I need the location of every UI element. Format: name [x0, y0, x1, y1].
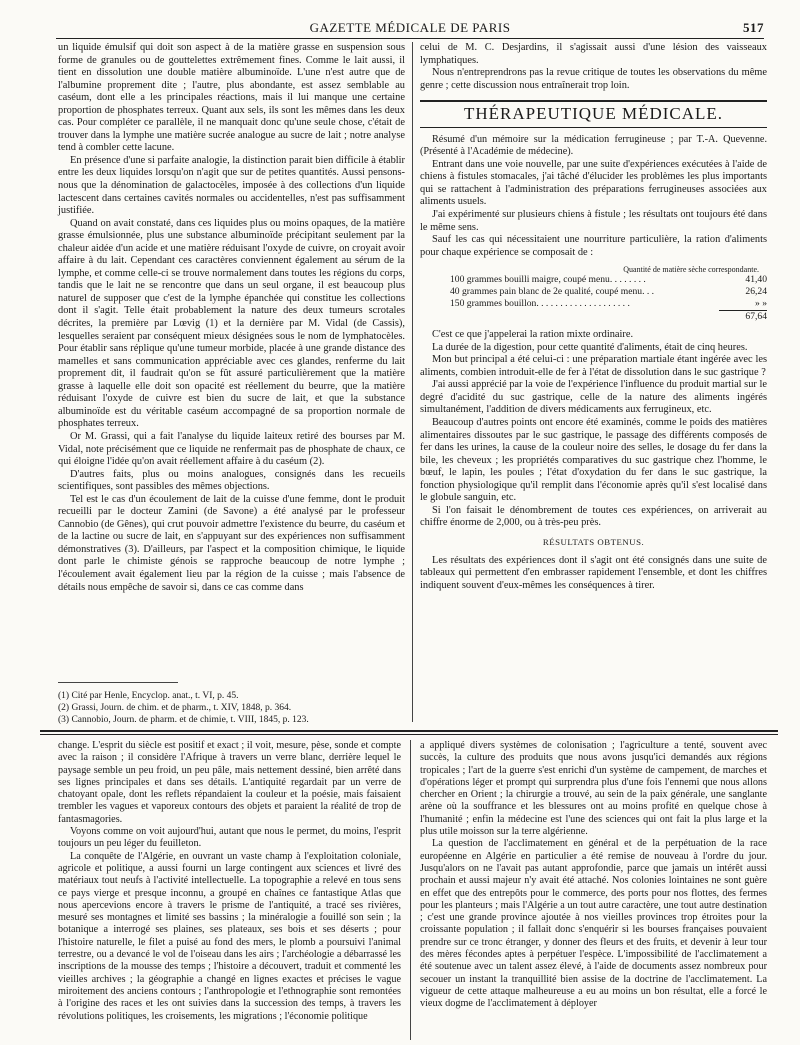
paragraph: Les résultats des expériences dont il s'agit ont été consignés dans une suite de tableaux qui permettent d'en embrasser rapidement l'ensemble, et dont les chiffres indiquent souvent d'eux-mêmes les conséquences à tirer.	[420, 554, 767, 591]
paragraph: Or M. Grassi, qui a fait l'analyse du liquide laiteux retiré des bourses par M. Vidal, note précisément que ce liquide ne renfermait pas de phosphate de chaux, ce qui éloigne l'idée qu'on avait réellement affaire à du caséum (2).	[58, 430, 405, 468]
column-divider	[412, 42, 413, 722]
ration-table-header: Quantité de matière sèche correspondante.	[623, 265, 759, 275]
paragraph: a appliqué divers systèmes de colonisation ; l'agriculture a tenté, souvent avec succès, la culture des produits que nous avons jusqu'ici demandés aux régions tropicales ; l'art de la guerre s'est enrichi d'un système de campement, de marches et d'opérations léger et prompt qui surprendra plus d'une fois l'ennemi que nous allons chercher en Orient ; la chirurgie a trouvé, au sein de la paix générale, une sanglante arène où la souffrance et les blessures ont au moins profité en quelque chose à l'humanité ; enfin la médecine est l'une des sciences qui ont fait la plus large et la plus utile moisson sur la terre algérienne.	[420, 740, 767, 838]
paragraph: un liquide émulsif qui doit son aspect à de la matière grasse en suspension sous forme de granules ou de gouttelettes extrêmement fines. Comme le lait aussi, il tient en dissolution une double matière albuminoïde. L'une n'est autre que de l'albumine proprement dite ; l'autre, plus abondante, est assez semblable au caséum, dont elle a les principales réactions, mais il lui manque une certaine proportion de phosphates terreux. Quant aux sels, ils sont les mêmes dans les deux cas. Pour compléter ce parallèle, il ne manquait donc qu'une seule chose, c'était de trouver dans la lymphe une matière sucrée analogue au sucre de lait ; notre analyse tend à combler cette lacune.	[58, 42, 405, 154]
ration-item: 150 grammes bouillon. . . . . . . . . . . . . . . . . . . .	[450, 298, 630, 310]
paragraph: Beaucoup d'autres points ont encore été examinés, comme le poids des matières alimentaires dissoutes par le suc gastrique, le passage des différents composés de fer dans les urines, la cause de la couleur noire des selles, le dosage du fer dans la bile, les cheveux ; les propriétés comparatives du suc gastrique chez l'homme, le bœuf, le lapin, les poules ; l'état d'oxydation du fer dans le suc gastrique, la fonction physiologique qu'il remplit dans l'économie après qu'il s'est localisé dans le globule sanguin, etc.	[420, 417, 767, 504]
left-column-top	[58, 42, 405, 594]
feuilleton-rule	[40, 730, 778, 732]
footnote: (1) Cité par Henle, Encyclop. anat., t. VI, p. 45.	[58, 691, 239, 701]
footnote: (2) Grassi, Journ. de chim. et de pharm., t. XIV, 1848, p. 364.	[58, 703, 292, 713]
results-heading: RÉSULTATS OBTENUS.	[542, 536, 645, 547]
journal-title: GAZETTE MÉDICALE DE PARIS	[309, 20, 511, 35]
ration-item: 40 grammes pain blanc de 2e qualité, coupé menu. . .	[450, 286, 655, 298]
page-number: 517	[743, 20, 764, 35]
ration-item: 100 grammes bouilli maigre, coupé menu. . . . . . . .	[450, 274, 646, 286]
running-head	[56, 18, 764, 39]
left-column-bottom	[58, 740, 401, 1023]
ration-value: 26,24	[745, 286, 767, 298]
section-title: THÉRAPEUTIQUE MÉDICALE.	[463, 104, 724, 124]
paragraph: Sauf les cas qui nécessitaient une nourriture particulière, la ration d'aliments pour chaque expérience se composait de :	[420, 234, 767, 258]
paragraph: change. L'esprit du siècle est positif et exact ; il voit, mesure, pèse, sonde et compte avec la raison ; il considère l'Afrique à travers un verre blanc, derrière lequel le paysage semble un peu froid, un peu pâle, mais nettement dessiné, bien arrêté dans ses lignes principales et dans ses détails. L'antiquité regardait par un verre de chatoyant opale, dont les reflets répandaient la couleur et la poésie, mais faisaient trembler les vagues et vaporeux contours des objets et paraient la réalité de trop de fantasmagories.	[58, 740, 401, 825]
paragraph: La durée de la digestion, pour cette quantité d'aliments, était de cinq heures.	[432, 341, 748, 353]
footnote: (3) Cannobio, Journ. de pharm. et de chimie, t. VIII, 1845, p. 123.	[58, 715, 309, 725]
paragraph: Si l'on faisait le dénombrement de toutes ces expériences, on arriverait au chiffre énorme de 2,000, ou à très-peu près.	[420, 504, 767, 529]
paragraph: Mon but principal a été celui-ci : une préparation martiale étant ingérée avec les aliments, combien introduit-elle de fer à l'état de dissolution dans le suc gastrique ?	[420, 354, 767, 378]
right-column-top	[420, 42, 767, 592]
section-header	[420, 100, 767, 128]
ration-total-value: 67,64	[719, 310, 767, 323]
ration-total	[420, 310, 767, 323]
paragraph: La conquête de l'Algérie, en ouvrant un vaste champ à l'exploitation coloniale, agricole et politique, a aussi fourni un large contingent aux sciences et livré des matériaux tout neufs à l'activité intellectuelle. La topographie a relevé en tous sens ce pays vierge et presque inconnu, a groupé en chaînes ce fantastique Atlas que nous apercevions encore à travers le prisme de l'antiquité, a tracé ses rivières, mesuré ses montagnes et limité ses bassins ; la minéralogie a fouillé son sein ; la botanique a interrogé ses plaines, ses plateaux, ses bois et ses déserts ; pour l'histoire naturelle, le filet a puisé au fond des mers, le plomb a poursuivi l'animal terrestre, ou a devancé le vol de l'oiseau dans les airs ; l'archéologie a débarrassé les inscriptions de la mousse des temps ; l'histoire a découvert, traduit et commenté les vieilles archives ; la géographie a changé en lignes exactes et précises le vague miroitement des anciens contours ; l'anthropologie et l'ethnographie sont remontées à l'origine des races et les ont suivies dans la succession des temps, à travers les révolutions politiques, les croisements, les migrations ; l'économie politique	[58, 850, 401, 1022]
article-subtitle: Résumé d'un mémoire sur la médication ferrugineuse ; par T.-A. Quevenne. (Présenté à l'Académie de médecine).	[420, 133, 767, 158]
footnote-separator	[58, 682, 178, 683]
paragraph: Tel est le cas d'un écoulement de lait de la cuisse d'une femme, dont le produit recueilli par le docteur Zamini (de Savone) a été analysé par le professeur Cannobio (de Gênes), qui crut pouvoir admettre l'existence du beurre, du caséum et de la lactine ou sucre de lait, en s'appuyant sur des expériences non suffisamment démonstratives (3). D'ailleurs, par l'aspect et la composition chimique, le liquide dont parle le chimiste génois se rapproche beaucoup de notre lymphe ; l'écoulement avait également lieu par la région de la cuisse ; mais l'absence de détails nous empêche de savoir si, dans ce cas comme dans	[58, 493, 405, 593]
ration-value: » »	[755, 298, 767, 310]
ration-row	[420, 298, 767, 310]
paragraph: Nous n'entreprendrons pas la revue critique de toutes les observations du même genre ; cette discussion nous entraînerait trop loin.	[420, 67, 767, 91]
footnotes	[58, 690, 405, 726]
ration-row	[420, 274, 767, 286]
column-divider-bottom	[410, 740, 411, 1040]
paragraph: celui de M. C. Desjardins, il s'agissait aussi d'une lésion des vaisseaux lymphatiques.	[420, 42, 767, 66]
ration-table	[420, 265, 767, 323]
paragraph: Voyons comme on voit aujourd'hui, autant que nous le permet, du moins, l'esprit toujours un peu léger du feuilleton.	[58, 826, 401, 850]
paragraph: D'autres faits, plus ou moins analogues, consignés dans les recueils scientifiques, sont passibles des mêmes objections.	[58, 468, 405, 493]
paragraph: Quand on avait constaté, dans ces liquides plus ou moins opaques, de la matière grasse émulsionnée, plus une substance albuminoïde précipitant seulement par la chaleur aidée d'un acide et une matière réduisant l'oxyde de cuivre, on croyait avoir affaire à du lait. Cependant ces caractères conviennent également au sérum de la lymphe, et comme celle-ci se trouve normalement dans toutes les régions du corps, tandis que le lait ne se rencontre que dans un seul organe, il est beaucoup plus naturel de supposer que c'est de la lymphe épanchée qui constitue les collections dont il s'agit. Telle était probablement la nature des deux tumeurs scrotales décrites, la première par Lœvig (1) et la dernière par M. Vidal (de Cassis), lesquelles seraient par conséquent mieux désignées sous le nom de lymphatocèles. Pour établir sans réplique qu'une tumeur morbide, placée à une grande distance des mamelles et sans communication appréciable avec ces glandes, renferme du lait proprement dit, il faudrait qu'on se fût assuré particulièrement que la matière grasse à laquelle elle doit son opacité est réellement du beurre, que la matière réduisant l'oxyde de cuivre est bien du sucre de lait, et que la substance albuminoïde est du véritable caséum accompagné de sa proportion normale de phosphates terreux.	[58, 217, 405, 430]
right-column-bottom	[420, 740, 767, 1011]
ration-value: 41,40	[745, 274, 767, 286]
paragraph: Entrant dans une voie nouvelle, par une suite d'expériences exécutées à l'aide de chiens à fistules stomacales, j'ai tâché d'élucider les problèmes les plus importants qui se rattachent à l'administration des préparations ferrugineuses associées aux aliments usuels.	[420, 158, 767, 208]
paragraph: J'ai aussi apprécié par la voie de l'expérience l'influence du produit martial sur le degré d'acidité du suc gastrique, celle de la nature des aliments ingérés simultanément, l'addition de divers médicaments aux ferrugineux, etc.	[420, 379, 767, 416]
paragraph: C'est ce que j'appelerai la ration mixte ordinaire.	[432, 329, 634, 341]
paragraph: La question de l'acclimatement en général et de la perpétuation de la race européenne en Algérie en particulier a été remise de nouveau à l'ordre du jour. Jusqu'alors on ne l'avait pas autant approfondie, parce que jamais un intérêt aussi prochain et aussi majeur n'y avait été attaché. Nos colonies lointaines ne sont guère en effet que des entrepôts pour le commerce, des ports pour nos flottes, des fermes pour les planteurs ; mais l'Algérie a un tout autre caractère, une tout autre destination ; c'est une grande province ajoutée à nos vieilles provinces trop étroites pour la croissante population ; il fallait donc s'enquérir si les bourses françaises pouvaient prendre sur ce tronc étranger, y donner des fleurs et des fruits, et devenir à leur tour des mères fécondes aptes à perpétuer l'espèce. L'impossibilité de l'acclimatement a été soutenue avec un talent assez élevé, à l'aide de documents assez nombreux pour secouer un instant la tranquillité bien assise de la doctrine de l'acclimatement. La vigueur de cette attaque malheureuse a eu au moins un bon résultat, elle a forcé le vieux dogme de l'acclimatement à déployer	[420, 838, 767, 1010]
paragraph: J'ai expérimenté sur plusieurs chiens à fistule ; les résultats ont toujours été dans le même sens.	[420, 209, 767, 233]
ration-row	[420, 286, 767, 298]
paragraph: En présence d'une si parfaite analogie, la distinction parait bien difficile à établir entre les deux liquides lorsqu'on n'agit que sur de petites quantités. Aussi pensons-nous que la dénomination de galactocèles, imposée à des collections d'un liquide lactescent dans certaines cavités normales ou accidentelles, n'est pas suffisamment justifiée.	[58, 154, 405, 217]
feuilleton-rule-thin	[40, 734, 778, 735]
